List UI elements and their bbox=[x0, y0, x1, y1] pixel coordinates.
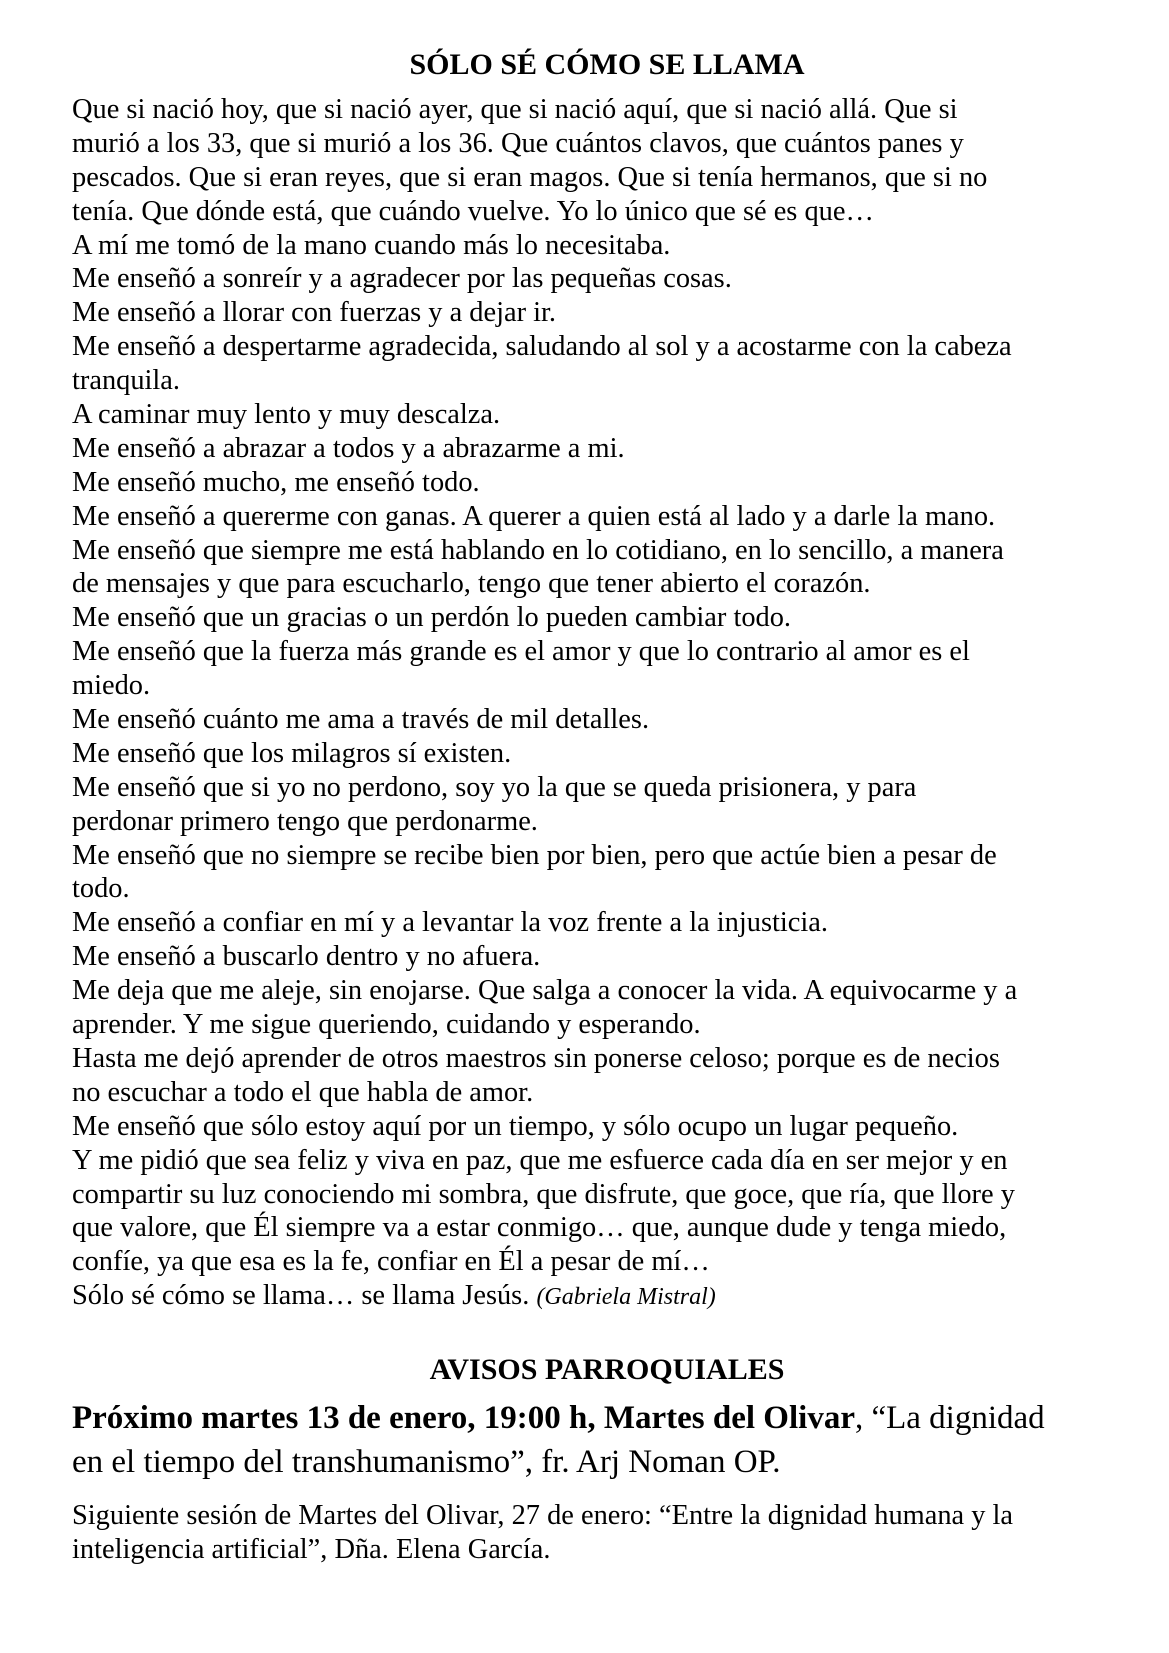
poem-line: Me enseñó que no siempre se recibe bien por bien, pero que actúe bien a pesar de bbox=[72, 839, 997, 871]
poem-closing-text: Sólo sé cómo se llama… se llama Jesús. bbox=[72, 1280, 530, 1312]
poem-line: Me enseñó a despertarme agradecida, saludando al sol y a acostarme con la cabeza bbox=[72, 331, 1012, 363]
poem-line: Y me pidió que sea feliz y viva en paz, que me esfuerce cada día en ser mejor y en bbox=[72, 1144, 1008, 1176]
poem-line: Me enseñó cuánto me ama a través de mil detalles. bbox=[72, 704, 650, 736]
poem-line: Me enseñó a buscarlo dentro y no afuera. bbox=[72, 941, 541, 973]
notices-title: AVISOS PARROQUIALES bbox=[429, 1353, 785, 1386]
poem-line: Me enseñó a confiar en mí y a levantar la voz frente a la injusticia. bbox=[72, 907, 828, 939]
poem-body bbox=[72, 93, 1152, 1313]
main-notice-line-2: en el tiempo del transhumanismo”, fr. Arj Noman OP. bbox=[72, 1444, 781, 1480]
poem-line: pescados. Que si eran reyes, que si eran magos. Que si tenía hermanos, que si no bbox=[72, 161, 988, 193]
poem-line: Me enseñó a llorar con fuerzas y a dejar ir. bbox=[72, 297, 556, 329]
main-notice-line-1 bbox=[72, 1396, 1152, 1440]
poem-line: Me enseñó que un gracias o un perdón lo pueden cambiar todo. bbox=[72, 602, 792, 634]
main-notice-bold: Próximo martes 13 de enero, 19:00 h, Martes del Olivar bbox=[72, 1400, 855, 1436]
poem-line: Me deja que me aleje, sin enojarse. Que salga a conocer la vida. A equivocarme y a bbox=[72, 975, 1018, 1007]
poem-line: todo. bbox=[72, 873, 130, 905]
poem-line: tenía. Que dónde está, que cuándo vuelve. Yo lo único que sé es que… bbox=[72, 195, 874, 227]
poem-line: Me enseñó que sólo estoy aquí por un tiempo, y sólo ocupo un lugar pequeño. bbox=[72, 1110, 959, 1142]
poem-line: aprender. Y me sigue queriendo, cuidando y esperando. bbox=[72, 1009, 701, 1041]
poem-line: Me enseñó que la fuerza más grande es el amor y que lo contrario al amor es el bbox=[72, 636, 970, 668]
poem-attribution: (Gabriela Mistral) bbox=[536, 1284, 716, 1311]
poem-line: Que si nació hoy, que si nació ayer, que si nació aquí, que si nació allá. Que si bbox=[72, 94, 958, 125]
secondary-notice bbox=[72, 1499, 1152, 1567]
poem-line: Me enseñó a sonreír y a agradecer por las pequeñas cosas. bbox=[72, 263, 732, 295]
poem-line: miedo. bbox=[72, 670, 151, 702]
poem-line: A mí me tomó de la mano cuando más lo necesitaba. bbox=[72, 229, 671, 261]
secondary-notice-line-1: Siguiente sesión de Martes del Olivar, 27 de enero: “Entre la dignidad humana y la bbox=[72, 1500, 1013, 1531]
poem-line: tranquila. bbox=[72, 365, 181, 397]
poem-line: Hasta me dejó aprender de otros maestros sin ponerse celoso; porque es de necios bbox=[72, 1042, 1000, 1074]
poem-title: SÓLO SÉ CÓMO SE LLAMA bbox=[409, 48, 805, 81]
poem-line: Me enseñó que los milagros sí existen. bbox=[72, 737, 512, 769]
poem-line: murió a los 33, que si murió a los 36. Que cuántos clavos, que cuántos panes y bbox=[72, 127, 964, 159]
poem-line: Me enseñó a quererme con ganas. A querer a quien está al lado y a darle la mano. bbox=[72, 500, 996, 532]
poem-line: no escuchar a todo el que habla de amor. bbox=[72, 1076, 534, 1108]
poem-line: que valore, que Él siempre va a estar conmigo… que, aunque dude y tenga miedo, bbox=[72, 1212, 1007, 1244]
poem-line: Me enseñó a abrazar a todos y a abrazarme a mi. bbox=[72, 432, 625, 464]
main-notice bbox=[72, 1396, 1152, 1484]
poem-last-line bbox=[72, 1279, 1152, 1313]
main-notice-rest: , “La dignidad bbox=[854, 1400, 1045, 1436]
poem-line: perdonar primero tengo que perdonarme. bbox=[72, 805, 538, 837]
poem-line: Me enseñó que si yo no perdono, soy yo la que se queda prisionera, y para bbox=[72, 771, 917, 803]
secondary-notice-line-2: inteligencia artificial”, Dña. Elena García. bbox=[72, 1534, 551, 1565]
poem-line: Me enseñó que siempre me está hablando en lo cotidiano, en lo sencillo, a manera bbox=[72, 534, 1004, 566]
poem-line: de mensajes y que para escucharlo, tengo que tener abierto el corazón. bbox=[72, 568, 871, 600]
poem-line: confíe, ya que esa es la fe, confiar en Él a pesar de mí… bbox=[72, 1246, 710, 1278]
poem-line: A caminar muy lento y muy descalza. bbox=[72, 399, 501, 431]
poem-line: Me enseñó mucho, me enseñó todo. bbox=[72, 466, 480, 498]
poem-line: compartir su luz conociendo mi sombra, que disfrute, que goce, que ría, que llore y bbox=[72, 1178, 1015, 1210]
